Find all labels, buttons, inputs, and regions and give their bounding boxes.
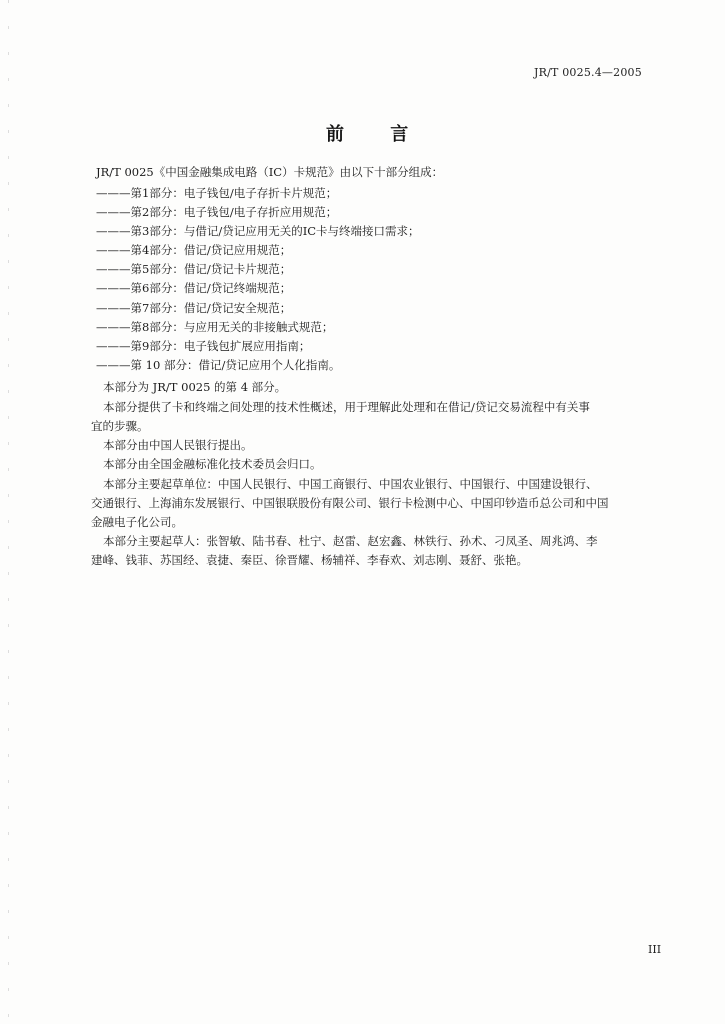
paragraph-line: 宜的步骤。 (91, 419, 149, 433)
paragraph-part-number: 本部分为 JR/T 0025 的第 4 部分。 (103, 380, 287, 394)
list-item: ———第9部分：电子钱包扩展应用指南； (96, 338, 311, 353)
list-item: ———第8部分：与应用无关的非接触式规范； (96, 319, 334, 334)
page-number: III (648, 943, 662, 956)
list-item: ———第1部分：电子钱包/电子存折卡片规范； (96, 186, 338, 200)
list-item: ———第2部分：电子钱包/电子存折应用规范； (96, 205, 338, 220)
paragraph-line: 本部分主要起草人：张智敏、陆书春、杜宁、赵雷、赵宏鑫、林铁行、孙术、刁凤圣、周兆鸿、李 (103, 534, 598, 548)
scan-edge-marks (8, 0, 9, 1024)
paragraph-line: 建峰、钱菲、苏国经、袁捷、秦臣、徐晋耀、杨辅祥、李春欢、刘志刚、聂舒、张艳。 (91, 553, 528, 567)
list-item: ———第3部分：与借记/贷记应用无关的IC卡与终端接口需求； (96, 224, 420, 239)
list-item: ———第4部分：借记/贷记应用规范； (96, 243, 292, 258)
intro-paragraph: JR/T 0025《中国金融集成电路（IC）卡规范》由以下十部分组成： (96, 165, 444, 179)
page-title: 前 言 (326, 124, 429, 145)
list-item: ———第6部分：借记/贷记终端规范； (96, 281, 292, 296)
paragraph-scope (91, 398, 590, 436)
paragraph-line: 本部分主要起草单位：中国人民银行、中国工商银行、中国农业银行、中国银行、中国建设银行、 (103, 477, 598, 491)
standard-code-header: JR/T 0025.4—2005 (534, 66, 642, 79)
list-item: ———第7部分：借记/贷记安全规范； (96, 300, 292, 315)
list-item: ———第5部分：借记/贷记卡片规范； (96, 262, 292, 277)
paragraph-line: 本部分提供了卡和终端之间处理的技术性概述，用于理解此处理和在借记/贷记交易流程中有关事 (103, 400, 590, 414)
list-item: ———第 10 部分：借记/贷记应用个人化指南。 (96, 357, 341, 372)
paragraph-line: 交通银行、上海浦东发展银行、中国银联股份有限公司、银行卡检测中心、中国印钞造币总公司和中国 (91, 496, 609, 510)
paragraph-proposer: 本部分由中国人民银行提出。 (103, 438, 253, 452)
paragraph-centralized: 本部分由全国金融标准化技术委员会归口。 (103, 457, 322, 471)
paragraph-drafters (91, 532, 598, 570)
parts-list (96, 184, 420, 375)
paragraph-line: 金融电子化公司。 (91, 515, 183, 529)
paragraph-drafting-units (91, 475, 609, 532)
